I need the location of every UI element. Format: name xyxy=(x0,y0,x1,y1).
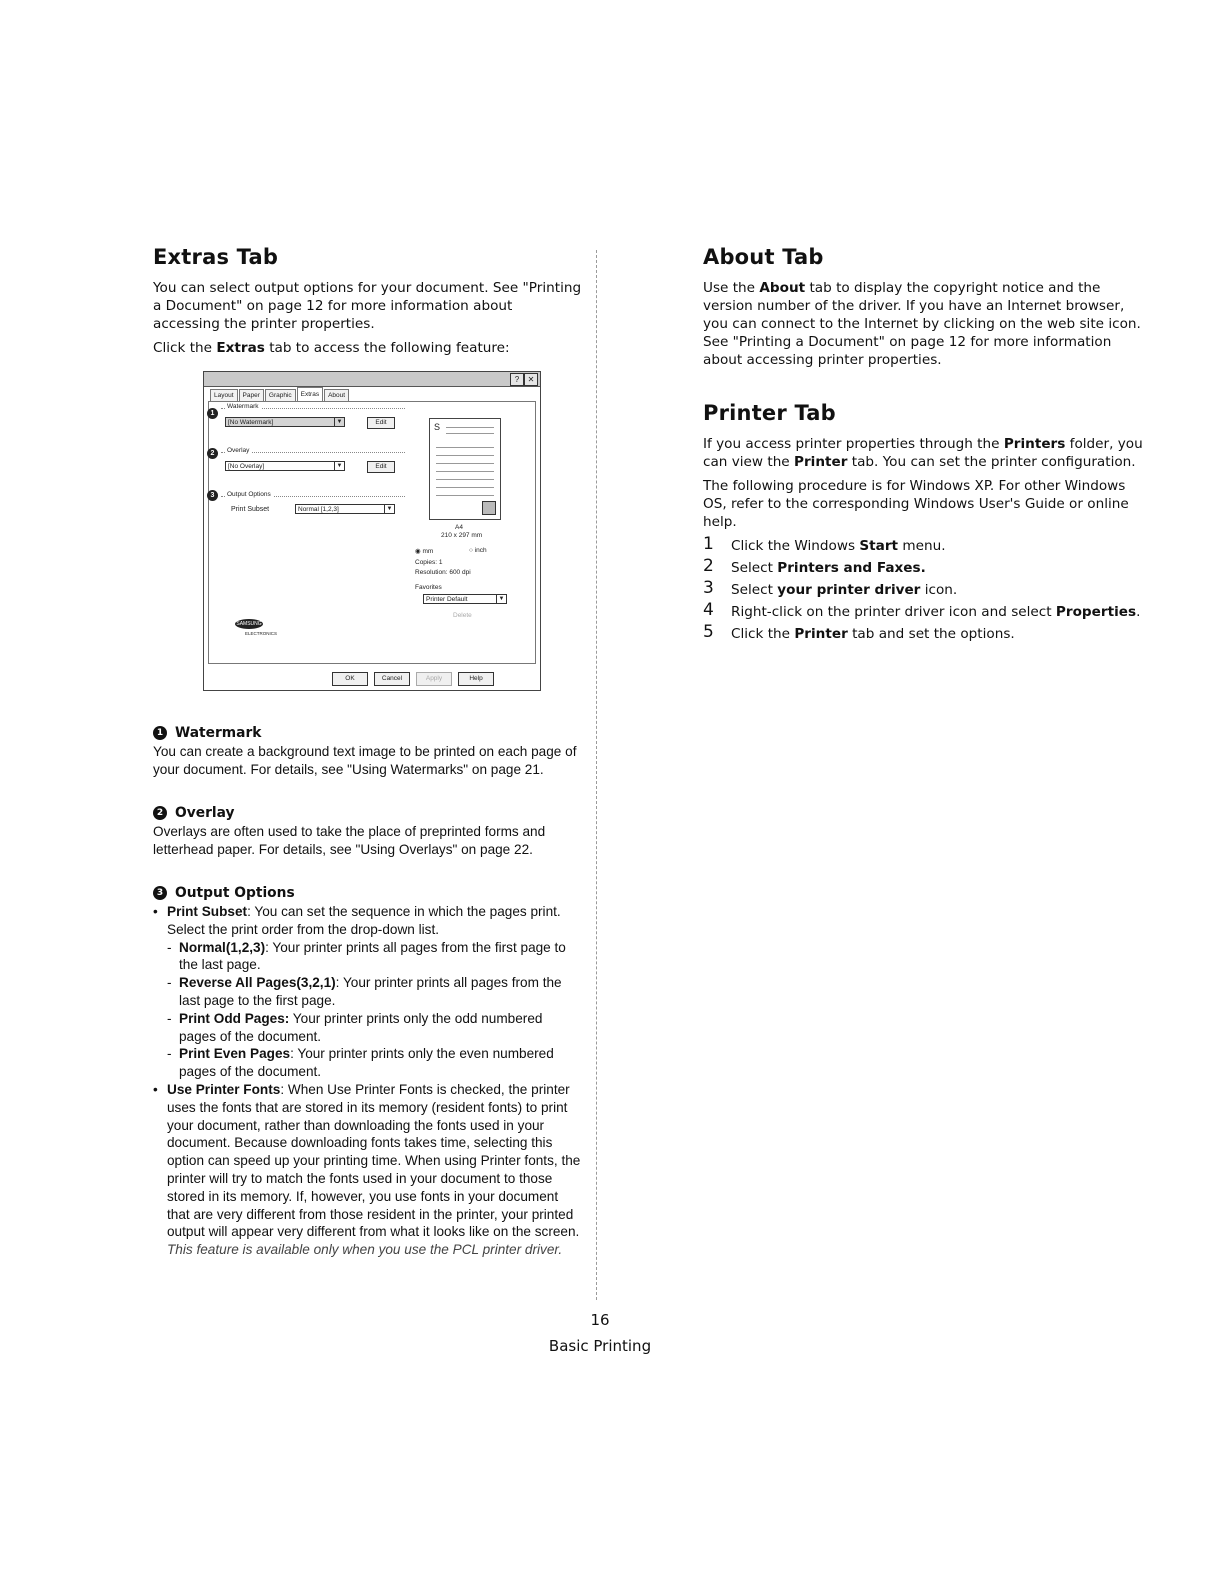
preview-line xyxy=(446,427,494,428)
overlay-description: Overlays are often used to take the place of preprinted forms and letterhead paper. For details, see "Using Overlays" on page 22. xyxy=(153,824,546,857)
printer-fonts-text: : When Use Printer Fonts is checked, the printer uses the fonts that are stored in its memory (resident fonts) to print your document, rather than downloading the fonts used in your document. Because downloading fonts takes time, selecting this option can speed up your printing time. When using Printer fonts, the printer will try to match the fonts used in your document to those stored in its memory. If, however, you use fonts in your document that are very different from those resident in the printer, your printed output will appear very different from what it looks like on the screen. xyxy=(167,1081,581,1240)
step-number: 5 xyxy=(703,622,714,642)
overlay-group xyxy=(221,447,405,493)
step-number: 1 xyxy=(703,534,714,554)
output-options-heading-text: Output Options xyxy=(175,885,295,901)
preview-letter-icon: S xyxy=(434,422,441,432)
option-text: : Your printer prints only the even numbered pages of the document. xyxy=(179,1046,554,1080)
callout-1-badge: 1 xyxy=(207,408,218,419)
overlay-select-value: [No Overlay] xyxy=(228,463,265,470)
watermark-group-label: Watermark xyxy=(227,403,259,410)
tab-paper[interactable]: Paper xyxy=(239,389,264,401)
overlay-select[interactable] xyxy=(225,461,345,471)
option-term: Print Even Pages xyxy=(179,1046,291,1062)
printer-description: If you access printer properties through the Printers folder, you can view the Printer tab. You can set the printer configuration. xyxy=(703,436,1143,470)
list-item: - Reverse All Pages(3,2,1): Your printer prints all pages from the last page to the first page. xyxy=(167,975,562,1008)
option-text: Your printer prints only the odd numbered pages of the document. xyxy=(179,1010,543,1044)
extras-tab-heading: Extras Tab xyxy=(153,245,279,269)
overlay-group-label: Overlay xyxy=(227,447,250,454)
right-column xyxy=(703,245,1143,647)
printer-fonts-term: Use Printer Fonts xyxy=(167,1081,281,1097)
tab-extras[interactable]: Extras xyxy=(297,387,323,401)
preview-line xyxy=(436,487,494,488)
list-item: - Print Odd Pages: Your printer prints only the odd numbered pages of the document. xyxy=(167,1010,543,1044)
watermark-select-value: [No Watermark] xyxy=(228,419,274,426)
dialog-panel xyxy=(208,401,536,664)
print-subset-text: : You can set the sequence in which the pages print. Select the print order from the drop-down list. xyxy=(167,904,561,937)
footer-section-label: Basic Printing xyxy=(548,1337,652,1355)
option-text: : Your printer prints all pages from the first page to the last page. xyxy=(179,939,566,973)
step-item: 5 Click the Printer tab and set the options. xyxy=(703,622,1015,642)
dialog-titlebar xyxy=(204,372,540,387)
dialog-button-row xyxy=(332,672,494,686)
preview-line xyxy=(436,463,494,464)
callout-2-badge: 2 xyxy=(207,448,218,459)
step-item: 3 Select your printer driver icon. xyxy=(703,578,958,598)
unit-mm-radio[interactable]: ◉ mm xyxy=(415,548,434,555)
step-number: 2 xyxy=(703,556,714,576)
overlay-section xyxy=(153,805,583,859)
printer-procedure-note: The following procedure is for Windows XP. For other Windows OS, refer to the corresponding Windows User's Guide or online help. xyxy=(703,478,1129,530)
step-number: 3 xyxy=(703,578,714,598)
chevron-down-icon: ▼ xyxy=(384,505,394,513)
unit-mm-label: mm xyxy=(422,548,434,555)
option-term: Print Odd Pages: xyxy=(179,1010,290,1026)
print-subset-select[interactable] xyxy=(295,504,395,514)
extras-dialog-screenshot xyxy=(203,371,541,691)
favorites-select-value: Printer Default xyxy=(426,596,468,603)
about-tab-heading: About Tab xyxy=(703,245,824,269)
list-item: - Normal(1,2,3): Your printer prints all pages from the first page to the last page. xyxy=(167,939,566,973)
printer-tab-heading: Printer Tab xyxy=(703,401,836,425)
overlay-section-heading xyxy=(153,805,583,821)
callout-2-icon: 2 xyxy=(153,806,167,820)
overlay-edit-button[interactable]: Edit xyxy=(367,461,395,473)
apply-button[interactable]: Apply xyxy=(416,672,452,686)
extras-intro: You can select output options for your document. See "Printing a Document" on page 12 for more information about accessing the printer properties. xyxy=(153,280,582,332)
preview-line xyxy=(446,433,494,434)
paper-size: A4 xyxy=(455,524,463,531)
preview-line xyxy=(436,471,494,472)
watermark-select[interactable] xyxy=(225,417,345,427)
print-subset-label: Print Subset xyxy=(231,506,270,513)
watermark-group xyxy=(221,403,405,449)
samsung-logo-sub: ELECTRONICS xyxy=(245,631,278,636)
left-column xyxy=(153,245,583,1259)
page-preview xyxy=(429,418,501,520)
step-number: 4 xyxy=(703,600,714,620)
paper-dimensions: 210 x 297 mm xyxy=(441,532,483,539)
chevron-down-icon: ▼ xyxy=(334,418,344,426)
option-term: Reverse All Pages(3,2,1) xyxy=(179,975,336,991)
callout-1-icon: 1 xyxy=(153,726,167,740)
favorites-label: Favorites xyxy=(415,584,442,591)
output-options-section xyxy=(153,885,583,1259)
callout-3-icon: 3 xyxy=(153,886,167,900)
tab-layout[interactable]: Layout xyxy=(210,389,238,401)
printer-steps xyxy=(703,534,1143,643)
list-item: - Print Even Pages: Your printer prints only the even numbered pages of the document. xyxy=(167,1046,554,1080)
watermark-edit-button[interactable]: Edit xyxy=(367,417,395,429)
pcl-note: This feature is available only when you use the PCL printer driver. xyxy=(167,1242,563,1258)
unit-inch-label: inch xyxy=(474,547,487,554)
preview-line xyxy=(436,447,494,448)
watermark-section xyxy=(153,725,583,779)
column-divider xyxy=(596,250,597,1300)
preview-line xyxy=(436,479,494,480)
chevron-down-icon: ▼ xyxy=(496,595,506,603)
resolution-readout: Resolution: 600 dpi xyxy=(415,569,471,576)
output-options-group xyxy=(221,491,405,527)
list-item-print-subset xyxy=(153,903,583,1081)
callout-3-badge: 3 xyxy=(207,490,218,501)
output-options-group-label: Output Options xyxy=(227,491,271,498)
output-options-list xyxy=(153,903,583,1259)
list-item-use-printer-fonts xyxy=(153,1081,583,1259)
tab-about[interactable]: About xyxy=(324,389,349,401)
option-term: Normal(1,2,3) xyxy=(179,939,266,955)
watermark-section-heading xyxy=(153,725,583,741)
tab-graphic[interactable]: Graphic xyxy=(265,389,296,401)
preview-line xyxy=(436,455,494,456)
step-item: 4 Right-click on the printer driver icon and select Properties. xyxy=(703,600,1141,620)
ok-button[interactable]: OK xyxy=(332,672,368,686)
print-subset-term: Print Subset xyxy=(167,904,248,919)
step-item: 2 Select Printers and Faxes. xyxy=(703,556,926,576)
output-options-section-heading xyxy=(153,885,583,901)
help-icon[interactable]: ? xyxy=(510,373,524,386)
option-text: : Your printer prints all pages from the last page to the first page. xyxy=(179,975,562,1008)
print-subset-options xyxy=(167,939,583,1081)
page-number: 16 xyxy=(590,1311,610,1329)
favorites-select[interactable] xyxy=(423,594,507,604)
overlay-heading-text: Overlay xyxy=(175,805,235,821)
preview-line xyxy=(436,495,494,496)
delete-button[interactable]: Delete xyxy=(453,612,472,619)
step-item: 1 Click the Windows Start menu. xyxy=(703,534,946,554)
extras-click-instruction: Click the Extras tab to access the following feature: xyxy=(153,340,510,356)
watermark-heading-text: Watermark xyxy=(175,725,262,741)
dialog-tabs xyxy=(210,389,350,401)
close-icon[interactable]: ✕ xyxy=(524,373,538,386)
help-button[interactable]: Help xyxy=(458,672,494,686)
copies-readout: Copies: 1 xyxy=(415,559,443,566)
chevron-down-icon: ▼ xyxy=(334,462,344,470)
watermark-description: You can create a background text image to be printed on each page of your document. For details, see "Using Watermarks" on page 21. xyxy=(153,744,577,777)
unit-inch-radio[interactable]: ○ inch xyxy=(469,547,487,554)
print-subset-select-value: Normal [1,2,3] xyxy=(298,506,339,513)
cancel-button[interactable]: Cancel xyxy=(374,672,410,686)
samsung-logo: SAMSUNG xyxy=(236,621,262,627)
preview-barcode-icon xyxy=(482,501,496,515)
about-description: Use the About tab to display the copyright notice and the version number of the driver. If you have an Internet browser, you can connect to the Internet by clicking on the web site icon. See "Printing a Document" on page 12 for more information about accessing printer properties. xyxy=(703,280,1141,368)
